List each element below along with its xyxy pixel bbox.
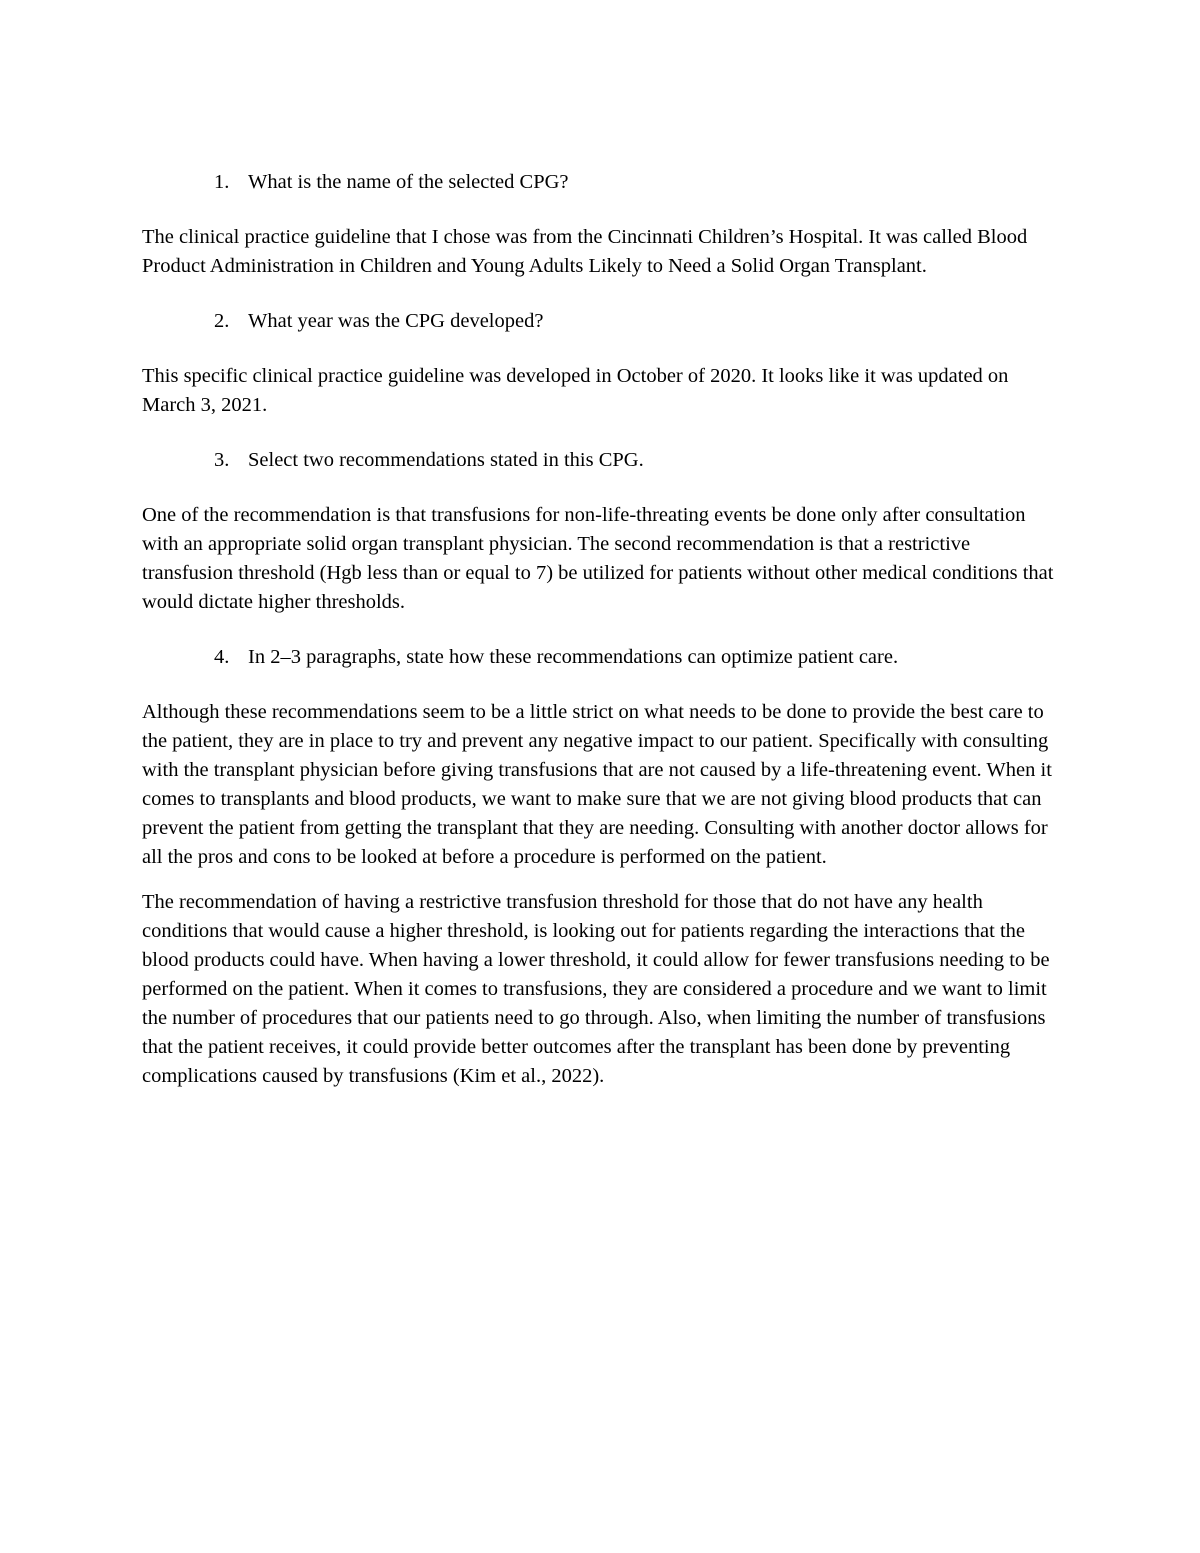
document-page (142, 168, 1062, 1107)
answer-paragraph: Although these recommendations seem to be a little strict on what needs to be done to provide the best care to the patient, they are in place to try and prevent any negative impact to our patient. Specifically with consulting with the transplant physician before giving transfusions that are not caused by a life-threatening event. When it comes to transplants and blood products, we want to make sure that we are not giving blood products that can prevent the patient from getting the transplant that they are needing. Consulting with another doctor allows for all the pros and cons to be looked at before a procedure is performed on the patient. (142, 701, 1052, 868)
answer-paragraph: The recommendation of having a restrictive transfusion threshold for those that do not have any health conditions that would cause a higher threshold, is looking out for patients regarding the interactions that the blood products could have. When having a lower threshold, it could allow for fewer transfusions needing to be performed on the patient. When it comes to transfusions, they are considered a procedure and we want to limit the number of procedures that our patients need to go through. Also, when limiting the number of transfusions that the patient receives, it could provide better outcomes after the transplant has been done by preventing complications caused by transfusions (Kim et al., 2022). (142, 891, 1050, 1087)
question-4 (142, 643, 1062, 672)
answer-paragraph: This specific clinical practice guideline was developed in October of 2020. It looks like it was updated on March 3, 2021. (142, 365, 1009, 416)
answer-paragraph: The clinical practice guideline that I chose was from the Cincinnati Children’s Hospital. It was called Blood Product Administration in Children and Young Adults Likely to Need a Solid Organ Transplant. (142, 226, 1028, 277)
question-text: In 2–3 paragraphs, state how these recommendations can optimize patient care. (248, 646, 899, 668)
question-number: 3. (214, 449, 230, 471)
question-text: What year was the CPG developed? (248, 310, 544, 332)
question-1 (142, 168, 1062, 197)
question-number: 2. (214, 310, 230, 332)
question-number: 1. (214, 171, 230, 193)
question-3 (142, 446, 1062, 475)
answer-paragraph: One of the recommendation is that transfusions for non-life-threating events be done only after consultation with an appropriate solid organ transplant physician. The second recommendation is that a restrictive transfusion threshold (Hgb less than or equal to 7) be utilized for patients without other medical conditions that would dictate higher thresholds. (142, 504, 1054, 613)
question-text: What is the name of the selected CPG? (248, 171, 569, 193)
question-text: Select two recommendations stated in this CPG. (248, 449, 644, 471)
question-2 (142, 307, 1062, 336)
question-number: 4. (214, 646, 230, 668)
